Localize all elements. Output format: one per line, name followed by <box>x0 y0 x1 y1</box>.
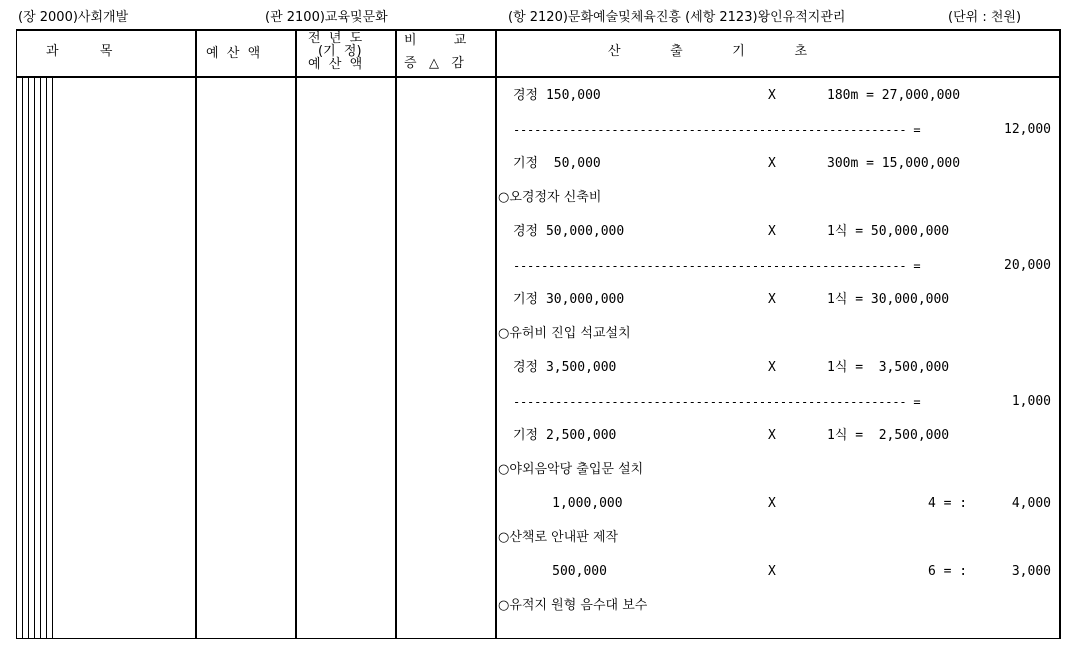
row-text: 500,000 <box>513 564 607 579</box>
row-text: 경정 50,000,000 <box>513 224 625 239</box>
col-header-prev-top: 전 년 도 <box>308 31 363 46</box>
col-header-compare-bot: 증 △ 감 <box>404 56 464 71</box>
subject-level-line <box>46 78 47 638</box>
col-header-subject: 과 목 <box>46 44 113 59</box>
multiply-sign: X <box>768 224 776 239</box>
table-top-border <box>16 29 1060 31</box>
row-calc: 1식 = 3,500,000 <box>827 360 950 375</box>
table-left-border <box>16 29 17 639</box>
row-text: -------------------------------------------------------- = <box>513 259 921 273</box>
col-header-prev-mid: (기 정) <box>318 44 362 59</box>
row-text: 기정 2,500,000 <box>513 428 617 443</box>
item-title: ○유허비 진입 석교설치 <box>498 326 631 341</box>
gwan-label: (관 2100)교육및문화 <box>265 10 388 25</box>
row-amount: 12,000 <box>1004 122 1051 137</box>
multiply-sign: X <box>768 564 776 579</box>
row-text: -------------------------------------------------------- = <box>513 395 921 409</box>
multiply-sign: X <box>768 360 776 375</box>
row-text: 1,000,000 <box>513 496 623 511</box>
row-amount: 3,000 <box>1011 564 1051 579</box>
subject-level-line <box>40 78 41 638</box>
subject-level-line <box>22 78 23 638</box>
row-calc: 1식 = 50,000,000 <box>827 224 950 239</box>
table-bottom-border <box>16 638 1060 639</box>
row-text: 경정 150,000 <box>513 88 601 103</box>
unit-label: (단위 : 천원) <box>948 10 1022 25</box>
jang-label: (장 2000)사회개발 <box>18 10 129 25</box>
col-header-prev-bot: 예 산 액 <box>308 57 363 72</box>
row-amount: 4,000 <box>1011 496 1051 511</box>
col-header-compare-top: 비 교 <box>404 33 467 48</box>
col-divider-2 <box>295 29 297 639</box>
row-text: 기정 30,000,000 <box>513 292 625 307</box>
multiply-sign: X <box>768 428 776 443</box>
row-text: 기정 50,000 <box>513 156 601 171</box>
item-title: ○산책로 안내판 제작 <box>498 530 619 545</box>
multiply-sign: X <box>768 496 776 511</box>
col-header-basis: 산 출 기 초 <box>608 44 807 59</box>
col-divider-1 <box>195 29 197 639</box>
col-divider-3 <box>395 29 397 639</box>
table-right-border <box>1059 29 1061 639</box>
row-calc: 6 = : <box>928 564 968 579</box>
subject-level-line <box>52 78 53 638</box>
row-calc: 180m = 27,000,000 <box>827 88 961 103</box>
multiply-sign: X <box>768 292 776 307</box>
multiply-sign: X <box>768 88 776 103</box>
row-calc: 300m = 15,000,000 <box>827 156 961 171</box>
row-text: 경정 3,500,000 <box>513 360 617 375</box>
row-text: -------------------------------------------------------- = <box>513 123 921 137</box>
row-calc: 4 = : <box>928 496 968 511</box>
multiply-sign: X <box>768 156 776 171</box>
subject-level-line <box>28 78 29 638</box>
row-calc: 1식 = 2,500,000 <box>827 428 950 443</box>
subject-level-line <box>34 78 35 638</box>
row-amount: 20,000 <box>1004 258 1051 273</box>
header-bottom-border <box>16 76 1060 78</box>
item-title: ○야외음악당 출입문 설치 <box>498 462 644 477</box>
hang-label: (항 2120)문화예술및체육진흥 (세항 2123)왕인유적지관리 <box>508 10 846 25</box>
row-calc: 1식 = 30,000,000 <box>827 292 950 307</box>
col-header-budget: 예 산 액 <box>206 46 261 61</box>
row-amount: 1,000 <box>1011 394 1051 409</box>
item-title: ○오경정자 신축비 <box>498 190 602 205</box>
col-divider-4 <box>495 29 497 639</box>
item-title: ○유적지 원형 음수대 보수 <box>498 598 648 613</box>
